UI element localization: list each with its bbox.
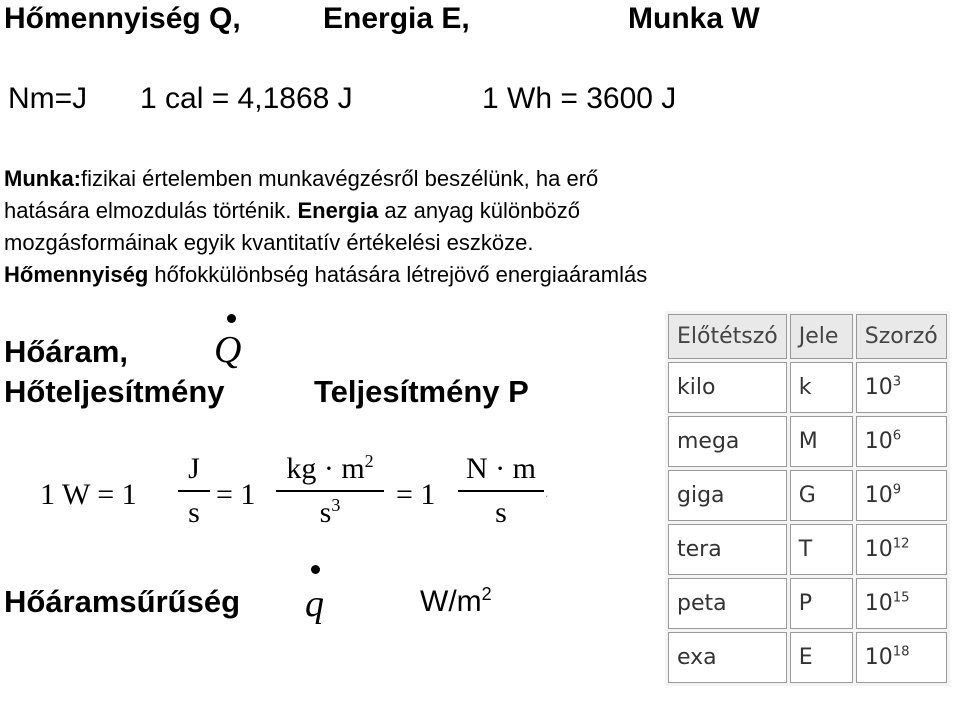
multiplier-base: 10 (864, 537, 893, 562)
formula-eq-3: = 1 (396, 478, 436, 511)
heat-flow-symbol: Q (214, 329, 242, 371)
multiplier-exp: 18 (892, 644, 910, 660)
fraction-2-denominator-exp: 3 (331, 495, 341, 515)
multiplier-exp: 15 (892, 590, 910, 606)
unit-wh: 1 Wh = 3600 J (482, 82, 677, 115)
title-energy: Energia E, (323, 2, 470, 35)
heat-flow-label: Hőáram, (4, 334, 129, 369)
heat-flux-symbol: q (305, 583, 324, 625)
para-line-1 (4, 163, 647, 195)
para-line-3 (4, 227, 647, 259)
multiplier-base: 10 (864, 591, 893, 616)
heat-flux-unit-text: W/m (420, 585, 482, 618)
multiplier-exp: 9 (892, 482, 902, 498)
para-line-2 (4, 195, 647, 227)
table-row (668, 416, 947, 467)
hom-text: hőfokkülönbség hatására létrejövő energiaáramlás (148, 262, 648, 287)
fraction-nm-per-s (458, 452, 544, 530)
header-prefix: Előtétszó (668, 314, 787, 359)
energia-text-2: mozgásformáinak egyik kvantitatív értékelési eszköze. (4, 230, 534, 255)
unit-nmj: Nm=J (8, 82, 88, 115)
prefix-symbol: E (790, 632, 853, 683)
energia-label: Energia (297, 198, 379, 223)
table-row (668, 578, 947, 629)
unit-cal: 1 cal = 4,1868 J (140, 82, 353, 115)
prefix-multiplier (856, 632, 947, 683)
formula-eq-2: = 1 (216, 478, 256, 511)
multiplier-base: 10 (864, 375, 893, 400)
prefix-name: kilo (668, 362, 787, 413)
heat-flux-unit (420, 585, 492, 619)
munka-text-2: hatására elmozdulás történik. (4, 198, 298, 223)
hom-label: Hőmennyiség (4, 262, 149, 287)
title-work: Munka W (628, 2, 760, 35)
prefix-multiplier (856, 416, 947, 467)
prefix-multiplier (856, 362, 947, 413)
power-title: Teljesítmény P (314, 374, 529, 409)
prefix-symbol: k (790, 362, 853, 413)
prefix-multiplier (856, 524, 947, 575)
title-heat: Hőmennyiség Q, (4, 2, 241, 35)
heat-flux-label: Hőáramsűrűség (4, 584, 241, 619)
table-row (668, 362, 947, 413)
prefix-multiplier (856, 578, 947, 629)
prefix-symbol: G (790, 470, 853, 521)
prefix-name: giga (668, 470, 787, 521)
para-line-4 (4, 259, 647, 291)
prefix-symbol: M (790, 416, 853, 467)
table-header-row (668, 314, 947, 359)
fraction-1-denominator: s (188, 496, 200, 529)
prefix-name: tera (668, 524, 787, 575)
header-symbol: Jele (790, 314, 853, 359)
prefix-name: exa (668, 632, 787, 683)
munka-text-1: fizikai értelemben munkavégzésről beszélünk, ha erő (81, 166, 599, 191)
multiplier-exp: 3 (892, 374, 902, 390)
multiplier-base: 10 (864, 483, 893, 508)
multiplier-exp: 12 (892, 536, 910, 552)
multiplier-base: 10 (864, 429, 893, 454)
multiplier-base: 10 (864, 645, 893, 670)
prefix-symbol: T (790, 524, 853, 575)
dot-accent-icon (311, 565, 320, 574)
header-multiplier: Szorzó (856, 314, 947, 359)
fraction-2-numerator-exp: 2 (364, 451, 374, 471)
prefix-symbol: P (790, 578, 853, 629)
si-prefix-table (665, 311, 950, 686)
multiplier-exp: 6 (892, 428, 902, 444)
fraction-1-numerator: J (178, 452, 210, 492)
fraction-3-denominator: s (495, 496, 507, 529)
fraction-2-denominator-text: s (319, 496, 332, 529)
table-row (668, 470, 947, 521)
definitions-paragraph (4, 163, 647, 291)
fraction-j-per-s (178, 452, 210, 530)
prefix-name: peta (668, 578, 787, 629)
fraction-kgm2-per-s3 (276, 452, 384, 530)
table-row (668, 524, 947, 575)
dot-accent-icon (227, 314, 236, 323)
table-row (668, 632, 947, 683)
formula-lhs: 1 W = 1 (40, 478, 137, 511)
munka-label: Munka: (4, 166, 81, 191)
fraction-2-denominator (276, 492, 384, 530)
prefix-multiplier (856, 470, 947, 521)
fraction-2-numerator-text: kg · m (286, 452, 365, 485)
prefix-name: mega (668, 416, 787, 467)
heat-power-label: Hőteljesítmény (4, 374, 225, 409)
fraction-2-numerator (276, 452, 384, 492)
energia-text-1: az anyag különböző (378, 198, 581, 223)
formula-trail: . (545, 486, 549, 500)
fraction-3-numerator: N · m (458, 452, 544, 492)
heat-flux-unit-exp: 2 (481, 584, 492, 604)
